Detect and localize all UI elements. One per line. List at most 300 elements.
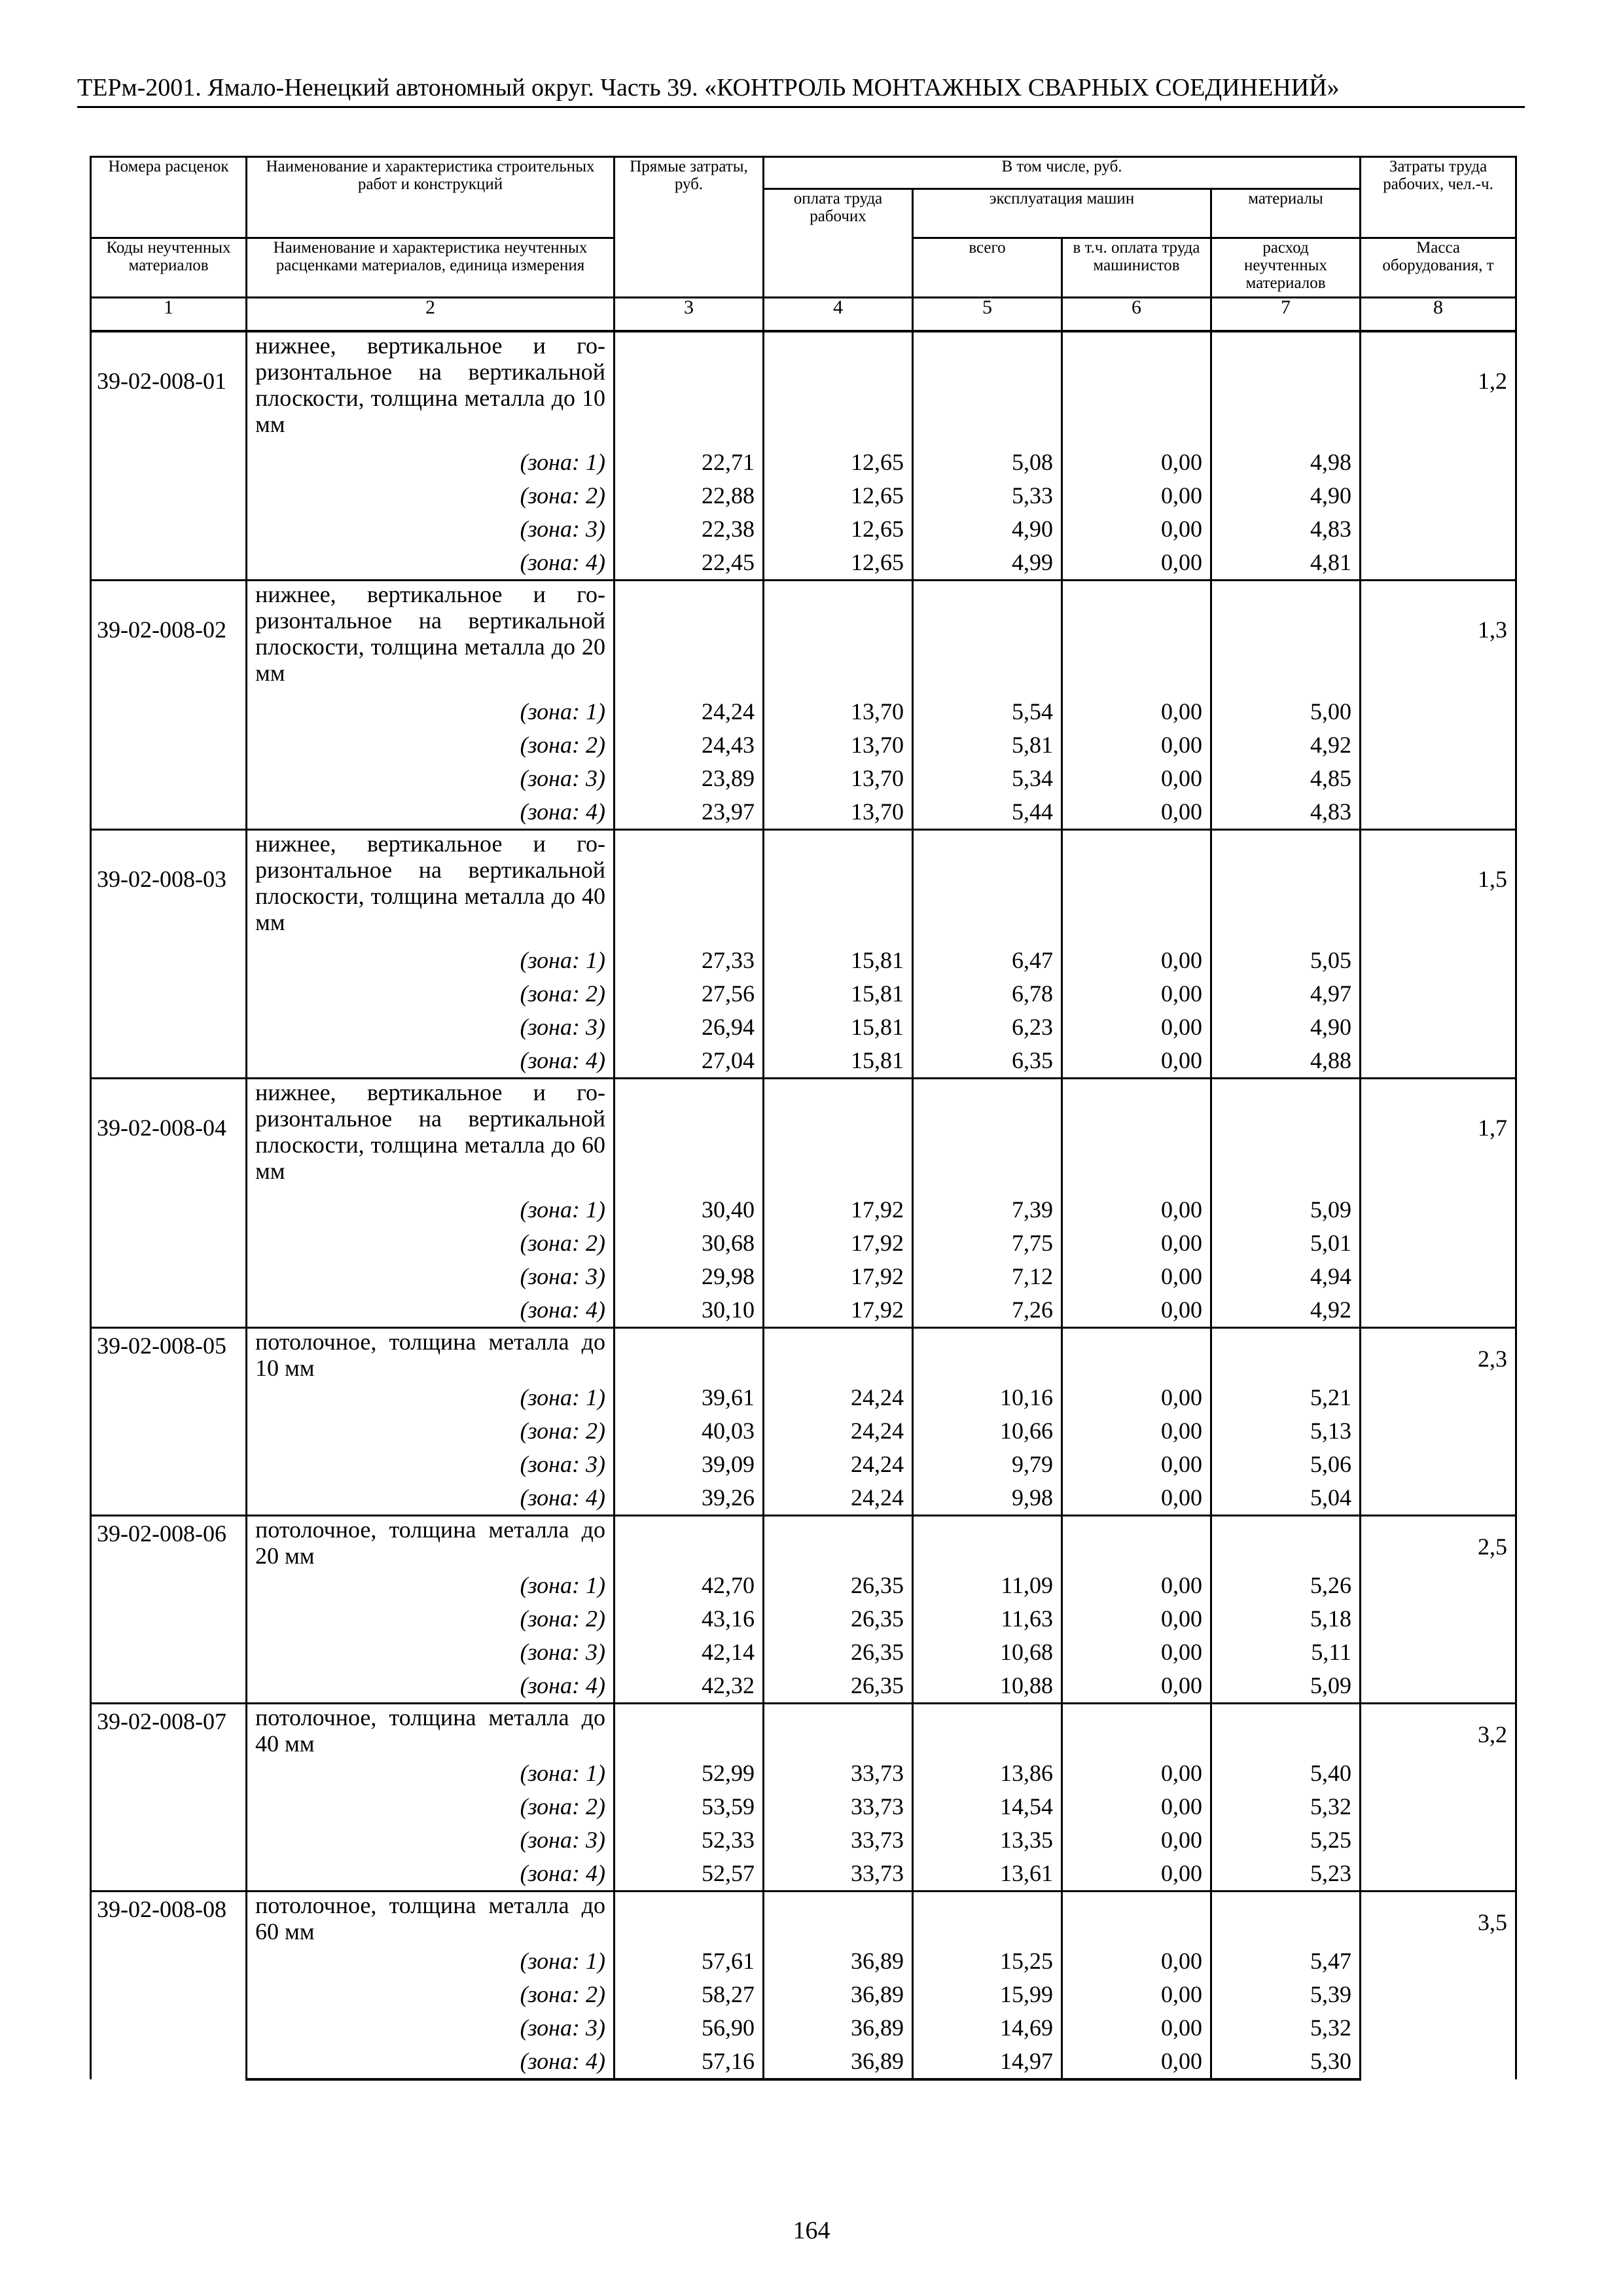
empty-cell — [764, 331, 913, 446]
zone-row — [91, 1381, 1516, 1414]
machine-total: 11,09 — [913, 1569, 1062, 1602]
empty-cell — [1211, 1327, 1361, 1381]
machine-total: 5,33 — [913, 479, 1062, 512]
zone-row — [91, 512, 1516, 546]
labor-cost-value: 1,2 — [1478, 368, 1508, 394]
operator-pay: 0,00 — [1062, 1978, 1211, 2011]
zone-label: (зона: 1) — [247, 1569, 615, 1602]
machine-total: 10,88 — [913, 1669, 1062, 1704]
zone-row — [91, 728, 1516, 762]
machine-total: 9,79 — [913, 1448, 1062, 1481]
worker-pay: 13,70 — [764, 728, 913, 762]
material-consumption: 4,90 — [1211, 1011, 1361, 1044]
material-consumption: 5,06 — [1211, 1448, 1361, 1481]
col-number: 3 — [615, 298, 764, 332]
empty-cell — [1062, 581, 1211, 695]
empty-cell — [615, 1891, 764, 1945]
labor-cost-cell — [1361, 331, 1516, 581]
direct-cost: 52,33 — [615, 1823, 764, 1857]
work-description: потолочное, толщина металла до 60 мм — [247, 1891, 615, 1945]
zone-row — [91, 1978, 1516, 2011]
zone-label: (зона: 3) — [247, 1823, 615, 1857]
zone-row — [91, 1448, 1516, 1481]
col-labor-costs: Затраты труда рабочих, чел.-ч. — [1361, 157, 1516, 238]
zone-label: (зона: 4) — [247, 1044, 615, 1079]
zone-label: (зона: 1) — [247, 1945, 615, 1978]
direct-cost: 58,27 — [615, 1978, 764, 2011]
empty-cell — [913, 331, 1062, 446]
rate-code-cell — [91, 1327, 247, 1515]
zone-row — [91, 695, 1516, 728]
empty-cell — [1211, 1515, 1361, 1569]
zone-row — [91, 446, 1516, 479]
worker-pay: 24,24 — [764, 1481, 913, 1516]
operator-pay: 0,00 — [1062, 1602, 1211, 1636]
empty-cell — [764, 1703, 913, 1757]
zone-row — [91, 1481, 1516, 1516]
worker-pay: 15,81 — [764, 977, 913, 1011]
material-consumption: 4,83 — [1211, 795, 1361, 830]
rate-code-cell — [91, 1703, 247, 1891]
table-row — [91, 331, 1516, 446]
direct-cost: 30,40 — [615, 1193, 764, 1227]
material-consumption: 5,26 — [1211, 1569, 1361, 1602]
worker-pay: 24,24 — [764, 1414, 913, 1448]
direct-cost: 27,33 — [615, 944, 764, 977]
empty-cell — [764, 1327, 913, 1381]
table-row — [91, 1891, 1516, 1945]
worker-pay: 24,24 — [764, 1381, 913, 1414]
direct-cost: 42,70 — [615, 1569, 764, 1602]
machine-total: 5,81 — [913, 728, 1062, 762]
empty-cell — [1211, 1079, 1361, 1193]
machine-total: 7,26 — [913, 1293, 1062, 1328]
zone-label: (зона: 4) — [247, 2045, 615, 2079]
material-consumption: 5,39 — [1211, 1978, 1361, 2011]
zone-row — [91, 1945, 1516, 1978]
price-table — [90, 156, 1517, 2081]
material-consumption: 4,98 — [1211, 446, 1361, 479]
labor-cost-value: 1,5 — [1478, 865, 1508, 892]
zone-label: (зона: 4) — [247, 1293, 615, 1328]
labor-cost-value: 2,5 — [1478, 1533, 1508, 1560]
direct-cost: 42,14 — [615, 1636, 764, 1669]
material-consumption: 4,81 — [1211, 546, 1361, 581]
direct-cost: 43,16 — [615, 1602, 764, 1636]
labor-cost-value: 3,5 — [1478, 1909, 1508, 1935]
material-consumption: 5,47 — [1211, 1945, 1361, 1978]
worker-pay: 33,73 — [764, 1757, 913, 1790]
direct-cost: 27,04 — [615, 1044, 764, 1079]
material-consumption: 4,92 — [1211, 728, 1361, 762]
operator-pay: 0,00 — [1062, 1227, 1211, 1260]
empty-cell — [913, 829, 1062, 944]
zone-label: (зона: 1) — [247, 695, 615, 728]
direct-cost: 26,94 — [615, 1011, 764, 1044]
worker-pay: 26,35 — [764, 1602, 913, 1636]
direct-cost: 23,97 — [615, 795, 764, 830]
zone-label: (зона: 4) — [247, 1481, 615, 1516]
worker-pay: 15,81 — [764, 944, 913, 977]
running-header: ТЕРм-2001. Ямало-Ненецкий автономный округ. Часть 39. «КОНТРОЛЬ МОНТАЖНЫХ СВАРНЫХ СОЕДИНЕНИЙ» — [77, 72, 1525, 108]
rate-code: 39-02-008-01 — [97, 368, 226, 394]
zone-label: (зона: 3) — [247, 1260, 615, 1293]
empty-cell — [764, 1891, 913, 1945]
zone-label: (зона: 2) — [247, 1978, 615, 2011]
material-consumption: 5,21 — [1211, 1381, 1361, 1414]
labor-cost-value: 1,3 — [1478, 617, 1508, 643]
operator-pay: 0,00 — [1062, 977, 1211, 1011]
rate-code: 39-02-008-08 — [97, 1895, 226, 1922]
col-number: 1 — [91, 298, 247, 332]
page-number: 164 — [793, 2217, 830, 2244]
zone-row — [91, 1260, 1516, 1293]
col-material-name: Наименование и характеристика неучтенных расценками материалов, единица измерения — [247, 238, 615, 298]
direct-cost: 22,88 — [615, 479, 764, 512]
zone-row — [91, 479, 1516, 512]
material-consumption: 5,04 — [1211, 1481, 1361, 1516]
col-number: 5 — [913, 298, 1062, 332]
operator-pay: 0,00 — [1062, 512, 1211, 546]
operator-pay: 0,00 — [1062, 795, 1211, 830]
zone-label: (зона: 1) — [247, 446, 615, 479]
table-row — [91, 581, 1516, 695]
worker-pay: 36,89 — [764, 1978, 913, 2011]
empty-cell — [913, 1515, 1062, 1569]
direct-cost: 57,16 — [615, 2045, 764, 2079]
operator-pay: 0,00 — [1062, 1381, 1211, 1414]
rate-code: 39-02-008-04 — [97, 1115, 226, 1141]
work-description: потолочное, толщина металла до 40 мм — [247, 1703, 615, 1757]
machine-total: 6,35 — [913, 1044, 1062, 1079]
zone-row — [91, 795, 1516, 830]
direct-cost: 39,61 — [615, 1381, 764, 1414]
direct-cost: 30,68 — [615, 1227, 764, 1260]
material-consumption: 5,40 — [1211, 1757, 1361, 1790]
empty-cell — [764, 829, 913, 944]
machine-total: 5,34 — [913, 762, 1062, 795]
zone-label: (зона: 3) — [247, 762, 615, 795]
operator-pay: 0,00 — [1062, 1636, 1211, 1669]
operator-pay: 0,00 — [1062, 1260, 1211, 1293]
zone-row — [91, 977, 1516, 1011]
labor-cost-cell — [1361, 1891, 1516, 2079]
machine-total: 7,75 — [913, 1227, 1062, 1260]
material-consumption: 5,09 — [1211, 1669, 1361, 1704]
zone-label: (зона: 1) — [247, 944, 615, 977]
operator-pay: 0,00 — [1062, 944, 1211, 977]
direct-cost: 57,61 — [615, 1945, 764, 1978]
machine-total: 14,69 — [913, 2011, 1062, 2045]
col-number: 4 — [764, 298, 913, 332]
work-description: нижнее, вертикальное и горизонтальное на вертикальной плоскости, толщина металла до 20 мм — [247, 581, 615, 695]
machine-total: 13,35 — [913, 1823, 1062, 1857]
rate-code: 39-02-008-02 — [97, 617, 226, 643]
operator-pay: 0,00 — [1062, 695, 1211, 728]
zone-row — [91, 1857, 1516, 1892]
direct-cost: 52,57 — [615, 1857, 764, 1892]
empty-cell — [615, 331, 764, 446]
empty-cell — [615, 829, 764, 944]
zone-label: (зона: 2) — [247, 977, 615, 1011]
col-material-codes: Коды неучтенных материалов — [91, 238, 247, 298]
work-description: потолочное, толщина металла до 20 мм — [247, 1515, 615, 1569]
column-numbers-row — [91, 298, 1516, 332]
zone-label: (зона: 2) — [247, 1602, 615, 1636]
rate-code-cell — [91, 331, 247, 581]
operator-pay: 0,00 — [1062, 479, 1211, 512]
zone-row — [91, 2045, 1516, 2079]
empty-cell — [1062, 829, 1211, 944]
zone-row — [91, 2011, 1516, 2045]
operator-pay: 0,00 — [1062, 2011, 1211, 2045]
labor-cost-cell — [1361, 581, 1516, 830]
zone-row — [91, 1293, 1516, 1328]
empty-cell — [1062, 331, 1211, 446]
material-consumption: 4,83 — [1211, 512, 1361, 546]
zone-row — [91, 1044, 1516, 1079]
worker-pay: 13,70 — [764, 695, 913, 728]
operator-pay: 0,00 — [1062, 1790, 1211, 1823]
material-consumption: 4,88 — [1211, 1044, 1361, 1079]
col-number: 2 — [247, 298, 615, 332]
table-row — [91, 1327, 1516, 1381]
zone-label: (зона: 3) — [247, 2011, 615, 2045]
col-direct-costs: Прямые затраты, руб. — [615, 157, 764, 298]
material-consumption: 5,05 — [1211, 944, 1361, 977]
empty-cell — [1062, 1703, 1211, 1757]
zone-row — [91, 1193, 1516, 1227]
empty-cell — [615, 581, 764, 695]
machine-total: 5,54 — [913, 695, 1062, 728]
operator-pay: 0,00 — [1062, 546, 1211, 581]
zone-label: (зона: 3) — [247, 512, 615, 546]
empty-cell — [615, 1703, 764, 1757]
material-consumption: 4,90 — [1211, 479, 1361, 512]
work-description: нижнее, вертикальное и горизонтальное на вертикальной плоскости, толщина металла до 10 мм — [247, 331, 615, 446]
worker-pay: 24,24 — [764, 1448, 913, 1481]
material-consumption: 5,30 — [1211, 2045, 1361, 2079]
worker-pay: 26,35 — [764, 1636, 913, 1669]
machine-total: 14,54 — [913, 1790, 1062, 1823]
col-number: 6 — [1062, 298, 1211, 332]
col-worker-pay: оплата труда рабочих — [764, 189, 913, 298]
rate-code: 39-02-008-07 — [97, 1708, 226, 1734]
direct-cost: 52,99 — [615, 1757, 764, 1790]
operator-pay: 0,00 — [1062, 728, 1211, 762]
col-material-consumption: расход неучтенных материалов — [1211, 238, 1361, 298]
machine-total: 13,86 — [913, 1757, 1062, 1790]
worker-pay: 13,70 — [764, 762, 913, 795]
zone-label: (зона: 2) — [247, 1227, 615, 1260]
worker-pay: 15,81 — [764, 1011, 913, 1044]
direct-cost: 22,38 — [615, 512, 764, 546]
machine-total: 7,39 — [913, 1193, 1062, 1227]
zone-label: (зона: 4) — [247, 1669, 615, 1704]
zone-label: (зона: 4) — [247, 1857, 615, 1892]
material-consumption: 5,11 — [1211, 1636, 1361, 1669]
direct-cost: 29,98 — [615, 1260, 764, 1293]
worker-pay: 26,35 — [764, 1569, 913, 1602]
operator-pay: 0,00 — [1062, 1669, 1211, 1704]
zone-row — [91, 546, 1516, 581]
empty-cell — [764, 1079, 913, 1193]
zone-label: (зона: 3) — [247, 1011, 615, 1044]
empty-cell — [615, 1515, 764, 1569]
worker-pay: 36,89 — [764, 2045, 913, 2079]
zone-row — [91, 1669, 1516, 1704]
material-consumption: 4,85 — [1211, 762, 1361, 795]
rate-code-cell — [91, 1515, 247, 1703]
zone-label: (зона: 2) — [247, 728, 615, 762]
col-including: В том числе, руб. — [764, 157, 1361, 189]
labor-cost-value: 3,2 — [1478, 1721, 1508, 1748]
col-rate-numbers: Номера расценок — [91, 157, 247, 238]
empty-cell — [913, 1703, 1062, 1757]
worker-pay: 12,65 — [764, 479, 913, 512]
machine-total: 14,97 — [913, 2045, 1062, 2079]
machine-total: 4,90 — [913, 512, 1062, 546]
col-number: 8 — [1361, 298, 1516, 332]
empty-cell — [1062, 1079, 1211, 1193]
rate-code-cell — [91, 581, 247, 830]
empty-cell — [1211, 1703, 1361, 1757]
empty-cell — [913, 1079, 1062, 1193]
zone-label: (зона: 1) — [247, 1757, 615, 1790]
operator-pay: 0,00 — [1062, 1044, 1211, 1079]
zone-row — [91, 1414, 1516, 1448]
operator-pay: 0,00 — [1062, 1293, 1211, 1328]
worker-pay: 12,65 — [764, 546, 913, 581]
worker-pay: 26,35 — [764, 1669, 913, 1704]
table-body — [91, 331, 1516, 2079]
machine-total: 10,68 — [913, 1636, 1062, 1669]
worker-pay: 12,65 — [764, 512, 913, 546]
work-description: нижнее, вертикальное и горизонтальное на вертикальной плоскости, толщина металла до 40 мм — [247, 829, 615, 944]
operator-pay: 0,00 — [1062, 1823, 1211, 1857]
direct-cost: 27,56 — [615, 977, 764, 1011]
labor-cost-cell — [1361, 1703, 1516, 1891]
zone-row — [91, 1636, 1516, 1669]
worker-pay: 36,89 — [764, 2011, 913, 2045]
zone-label: (зона: 2) — [247, 479, 615, 512]
operator-pay: 0,00 — [1062, 1945, 1211, 1978]
material-consumption: 4,92 — [1211, 1293, 1361, 1328]
machine-total: 6,47 — [913, 944, 1062, 977]
operator-pay: 0,00 — [1062, 1757, 1211, 1790]
direct-cost: 53,59 — [615, 1790, 764, 1823]
zone-row — [91, 1569, 1516, 1602]
empty-cell — [913, 1327, 1062, 1381]
machine-total: 15,25 — [913, 1945, 1062, 1978]
direct-cost: 42,32 — [615, 1669, 764, 1704]
zone-row — [91, 1757, 1516, 1790]
zone-row — [91, 762, 1516, 795]
machine-total: 11,63 — [913, 1602, 1062, 1636]
empty-cell — [764, 581, 913, 695]
machine-total: 5,44 — [913, 795, 1062, 830]
operator-pay: 0,00 — [1062, 1481, 1211, 1516]
labor-cost-cell — [1361, 1079, 1516, 1328]
operator-pay: 0,00 — [1062, 1857, 1211, 1892]
direct-cost: 24,43 — [615, 728, 764, 762]
material-consumption: 5,13 — [1211, 1414, 1361, 1448]
empty-cell — [615, 1079, 764, 1193]
machine-total: 6,78 — [913, 977, 1062, 1011]
direct-cost: 30,10 — [615, 1293, 764, 1328]
material-consumption: 5,18 — [1211, 1602, 1361, 1636]
machine-total: 9,98 — [913, 1481, 1062, 1516]
material-consumption: 4,97 — [1211, 977, 1361, 1011]
machine-total: 10,16 — [913, 1381, 1062, 1414]
worker-pay: 12,65 — [764, 446, 913, 479]
labor-cost-cell — [1361, 829, 1516, 1079]
empty-cell — [1211, 829, 1361, 944]
material-consumption: 5,23 — [1211, 1857, 1361, 1892]
rate-code-cell — [91, 1079, 247, 1328]
empty-cell — [1211, 1891, 1361, 1945]
zone-row — [91, 1011, 1516, 1044]
zone-label: (зона: 1) — [247, 1381, 615, 1414]
material-consumption: 5,32 — [1211, 2011, 1361, 2045]
zone-label: (зона: 4) — [247, 546, 615, 581]
labor-cost-cell — [1361, 1515, 1516, 1703]
machine-total: 13,61 — [913, 1857, 1062, 1892]
operator-pay: 0,00 — [1062, 1569, 1211, 1602]
operator-pay: 0,00 — [1062, 1011, 1211, 1044]
empty-cell — [1062, 1891, 1211, 1945]
material-consumption: 5,00 — [1211, 695, 1361, 728]
empty-cell — [1211, 581, 1361, 695]
direct-cost: 39,26 — [615, 1481, 764, 1516]
material-consumption: 4,94 — [1211, 1260, 1361, 1293]
direct-cost: 22,45 — [615, 546, 764, 581]
col-equipment-mass: Масса оборудования, т — [1361, 238, 1516, 298]
rate-code: 39-02-008-06 — [97, 1520, 226, 1547]
operator-pay: 0,00 — [1062, 762, 1211, 795]
work-description: нижнее, вертикальное и горизонтальное на вертикальной плоскости, толщина металла до 60 мм — [247, 1079, 615, 1193]
worker-pay: 17,92 — [764, 1193, 913, 1227]
rate-code-cell — [91, 829, 247, 1079]
empty-cell — [913, 581, 1062, 695]
machine-total: 4,99 — [913, 546, 1062, 581]
zone-label: (зона: 3) — [247, 1448, 615, 1481]
machine-total: 7,12 — [913, 1260, 1062, 1293]
worker-pay: 36,89 — [764, 1945, 913, 1978]
empty-cell — [913, 1891, 1062, 1945]
operator-pay: 0,00 — [1062, 1193, 1211, 1227]
labor-cost-value: 1,7 — [1478, 1115, 1508, 1141]
operator-pay: 0,00 — [1062, 446, 1211, 479]
machine-total: 6,23 — [913, 1011, 1062, 1044]
zone-label: (зона: 2) — [247, 1414, 615, 1448]
direct-cost: 40,03 — [615, 1414, 764, 1448]
worker-pay: 13,70 — [764, 795, 913, 830]
col-total: всего — [913, 238, 1062, 298]
empty-cell — [615, 1327, 764, 1381]
col-materials: материалы — [1211, 189, 1361, 238]
empty-cell — [1062, 1327, 1211, 1381]
labor-cost-cell — [1361, 1327, 1516, 1515]
machine-total: 10,66 — [913, 1414, 1062, 1448]
worker-pay: 17,92 — [764, 1227, 913, 1260]
col-number: 7 — [1211, 298, 1361, 332]
zone-label: (зона: 2) — [247, 1790, 615, 1823]
work-description: потолочное, толщина металла до 10 мм — [247, 1327, 615, 1381]
worker-pay: 17,92 — [764, 1260, 913, 1293]
worker-pay: 15,81 — [764, 1044, 913, 1079]
table-row — [91, 1079, 1516, 1193]
